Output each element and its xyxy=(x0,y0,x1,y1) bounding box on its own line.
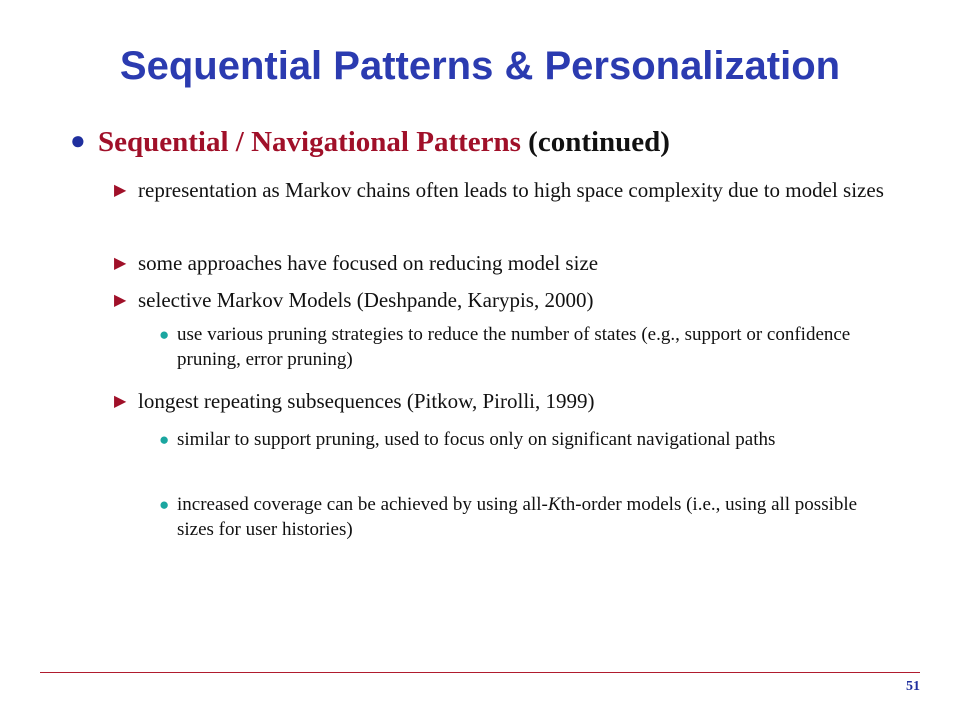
sub-list-item-text: use various pruning strategies to reduce the number of states (e.g., support or confidence pruning, error pruning) xyxy=(177,324,851,370)
text-pre: increased coverage can be achieved by using all- xyxy=(177,494,548,515)
list-item-text: some approaches have focused on reducing model size xyxy=(138,251,599,275)
bullet-rest: (continued) xyxy=(520,126,670,158)
text-italic: K xyxy=(547,494,561,515)
triangle-right-icon: ▶ xyxy=(114,182,127,199)
triangle-right-icon: ▶ xyxy=(114,393,127,410)
round-bullet-icon: ● xyxy=(159,430,170,449)
footer-divider xyxy=(40,672,920,673)
sub-list-item-text: similar to support pruning, used to focus only on significant navigational paths xyxy=(177,429,776,450)
slide-title: Sequential Patterns & Personalization xyxy=(119,44,841,88)
triangle-right-icon: ▶ xyxy=(114,255,127,272)
round-bullet-icon: ● xyxy=(159,495,170,514)
round-bullet-icon: ● xyxy=(70,126,86,155)
list-item-text: selective Markov Models (Deshpande, Karypis, 2000) xyxy=(138,288,594,312)
sub-list-item-text xyxy=(177,492,897,542)
bullet-highlight: Sequential / Navigational Patterns xyxy=(98,126,521,158)
list-item-text: longest repeating subsequences (Pitkow, Pirolli, 1999) xyxy=(138,389,595,413)
bullet-level1-text xyxy=(98,126,670,159)
round-bullet-icon: ● xyxy=(159,325,170,344)
triangle-right-icon: ▶ xyxy=(114,292,127,309)
page-number: 51 xyxy=(906,679,920,694)
text-post: th-order models (i.e., using all possible sizes for user histories) xyxy=(177,494,858,540)
list-item-text: representation as Markov chains often leads to high space complexity due to model sizes xyxy=(138,178,884,202)
